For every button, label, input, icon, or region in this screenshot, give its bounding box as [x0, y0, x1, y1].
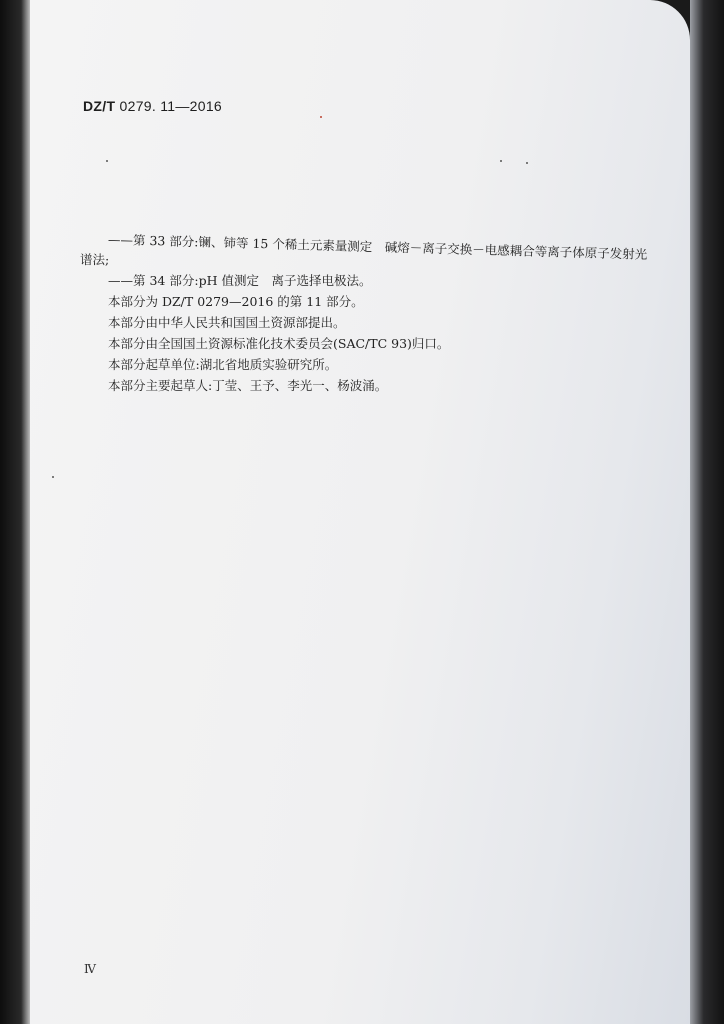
- standard-code: DZ/T: [83, 98, 116, 114]
- page-edge-shadow: [690, 0, 724, 1024]
- text-line: 本部分由中华人民共和国国土资源部提出。: [108, 315, 346, 330]
- text-line: 本部分起草单位:湖北省地质实验研究所。: [108, 357, 338, 372]
- document-page: [30, 0, 690, 1024]
- standard-number: 0279. 11—2016: [119, 98, 223, 114]
- text-line: 谱法;: [80, 252, 110, 267]
- print-speck: [526, 162, 528, 164]
- print-speck: [500, 160, 502, 162]
- print-speck: [106, 160, 108, 162]
- text-line: 本部分为 DZ/T 0279—2016 的第 11 部分。: [108, 294, 364, 309]
- print-speck: [320, 116, 322, 118]
- text-line: 本部分主要起草人:丁莹、王予、李光一、杨波涌。: [108, 378, 388, 393]
- print-speck: [52, 476, 54, 478]
- page-number: Ⅳ: [84, 962, 96, 976]
- text-line: ——第 34 部分:pH 值测定 离子选择电极法。: [108, 273, 372, 288]
- document-body: [80, 228, 648, 396]
- text-line: ——第 33 部分:镧、铈等 15 个稀土元素量测定 碱熔－离子交换－电感耦合等离子体原子发射光: [107, 231, 648, 262]
- book-spine-shadow: [0, 0, 30, 1024]
- text-line: 本部分由全国国土资源标准化技术委员会(SAC/TC 93)归口。: [108, 336, 450, 351]
- standard-header: [83, 98, 222, 114]
